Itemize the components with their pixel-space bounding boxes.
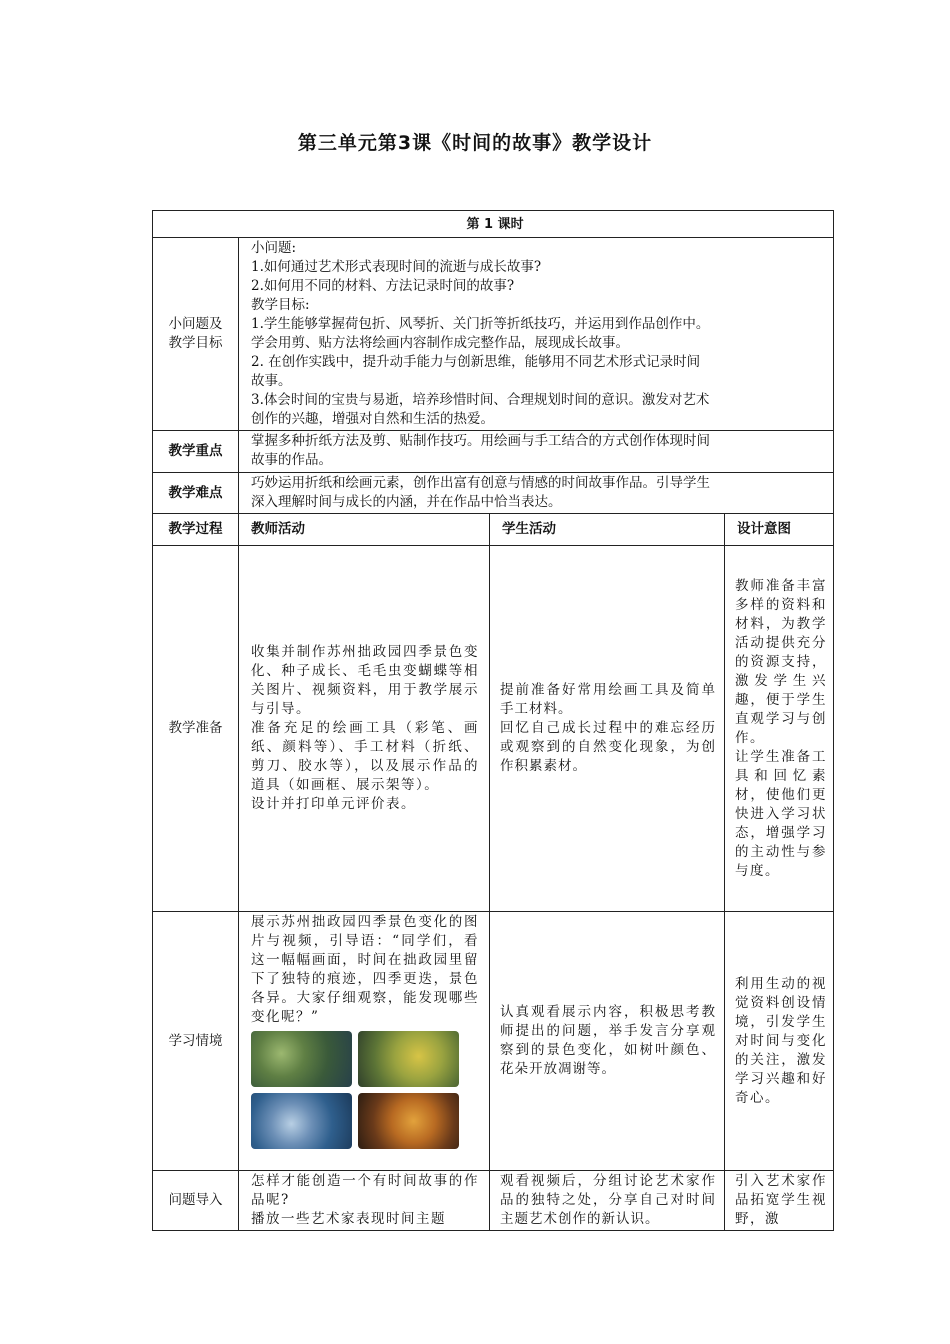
key-point-content	[239, 431, 834, 473]
student-activity-cell	[490, 546, 725, 912]
teacher-activity-text: 收集并制作苏州拙政园四季景色变化、种子成长、毛毛虫变蝴蝶等相关图片、视频资料，用于教学展示与引导。 准备充足的绘画工具（彩笔、画纸、颜料等）、手工材料（折纸、剪刀、胶水等），以及展示作品的道具（如画框、展示架等）。 设计并打印单元评价表。	[251, 644, 479, 812]
objectives-line: 小问题:	[251, 240, 297, 256]
objectives-line: 学会用剪、贴方法将绘画内容制作成完整作品，展现成长故事。	[251, 335, 629, 351]
design-intent-text: 利用生动的视觉资料创设情境，引发学生对时间与变化的关注，激发学习兴趣和好奇心。	[735, 975, 828, 1106]
process-label: 教学过程	[153, 514, 239, 546]
key-point-line: 掌握多种折纸方法及剪、贴制作技巧。用绘画与手工结合的方式创作体现时间	[251, 433, 710, 449]
design-intent-header: 设计意图	[725, 514, 834, 546]
objectives-line: 2.如何用不同的材料、方法记录时间的故事?	[251, 278, 515, 294]
period-header: 第 1 课时	[153, 211, 834, 238]
objectives-line: 1.如何通过艺术形式表现时间的流逝与成长故事?	[251, 259, 542, 275]
teacher-activity-text: 怎样才能创造一个有时间故事的作品呢? 播放一些艺术家表现时间主题	[251, 1173, 479, 1227]
garden-spring-photo	[251, 1031, 352, 1087]
garden-summer-photo	[358, 1031, 459, 1087]
lesson-plan-table	[152, 210, 834, 1231]
difficulty-line: 巧妙运用折纸和绘画元素，创作出富有创意与情感的时间故事作品。引导学生	[251, 475, 710, 491]
student-activity-text: 提前准备好常用绘画工具及简单手工材料。 回忆自己成长过程中的难忘经历或观察到的自然变化现象，为创作积累素材。	[500, 682, 716, 774]
teacher-activity-header: 教师活动	[239, 514, 490, 546]
objectives-line: 1.学生能够掌握荷包折、风琴折、关门折等折纸技巧，并运用到作品创作中。	[251, 316, 710, 332]
student-activity-header: 学生活动	[490, 514, 725, 546]
row-label-preparation: 教学准备	[153, 546, 239, 912]
design-intent-text: 教师准备丰富多样的资料和材料，为教学活动提供充分的资源支持，激发学生兴趣，便于学生直观学习与创作。 让学生准备工具和回忆素材，使他们更快进入学习状态，增强学习的主动性与参与度。	[735, 577, 828, 879]
objectives-line: 3.体会时间的宝贵与易逝，培养珍惜时间、合理规划时间的意识。激发对艺术	[251, 392, 710, 408]
garden-winter-photo	[251, 1093, 352, 1149]
garden-photo-grid	[251, 1031, 479, 1149]
student-activity-text: 观看视频后，分组讨论艺术家作品的独特之处，分享自己对时间主题艺术创作的新认识。	[500, 1173, 716, 1227]
teacher-activity-cell	[239, 1171, 490, 1231]
student-activity-text: 认真观看展示内容，积极思考教师提出的问题，举手发言分享观察到的景色变化，如树叶颜色、花朵开放凋谢等。	[500, 1004, 716, 1077]
row-label-context: 学习情境	[153, 912, 239, 1171]
objectives-content	[239, 238, 834, 431]
objectives-line: 故事。	[251, 373, 292, 389]
design-intent-cell	[725, 1171, 834, 1231]
difficulty-line: 深入理解时间与成长的内涵，并在作品中恰当表达。	[251, 494, 562, 510]
design-intent-text: 引入艺术家作品拓宽学生视野，激	[735, 1173, 828, 1227]
key-point-label: 教学重点	[153, 431, 239, 473]
key-point-line: 故事的作品。	[251, 452, 332, 468]
student-activity-cell	[490, 912, 725, 1171]
design-intent-cell	[725, 912, 834, 1171]
objectives-line: 创作的兴趣，增强对自然和生活的热爱。	[251, 411, 494, 427]
objectives-line: 2. 在创作实践中，提升动手能力与创新思维，能够用不同艺术形式记录时间	[251, 354, 701, 370]
page-title: 第三单元第3课《时间的故事》教学设计	[297, 132, 653, 154]
garden-autumn-photo	[358, 1093, 459, 1149]
student-activity-cell	[490, 1171, 725, 1231]
row-label-question: 问题导入	[153, 1171, 239, 1231]
difficulty-label: 教学难点	[153, 473, 239, 514]
objectives-label: 小问题及 教学目标	[153, 238, 239, 431]
design-intent-cell	[725, 546, 834, 912]
teacher-activity-text: 展示苏州拙政园四季景色变化的图片与视频，引导语：“同学们，看这一幅幅画面，时间在拙政园里留下了独特的痕迹，四季更迭，景色各异。大家仔细观察，能发现哪些变化呢？”	[251, 914, 479, 1025]
objectives-line: 教学目标:	[251, 297, 310, 313]
teacher-activity-cell	[239, 546, 490, 912]
teacher-activity-cell	[239, 912, 490, 1171]
difficulty-content	[239, 473, 834, 514]
